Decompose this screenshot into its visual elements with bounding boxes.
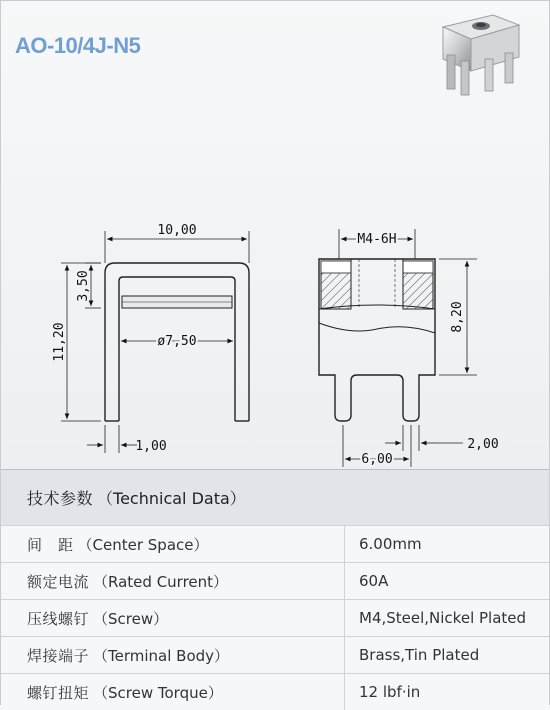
product-title: AO-10/4J-N5 <box>15 33 140 59</box>
row-label-en: （Screw） <box>93 610 168 628</box>
dim-pin-width: 2,00 <box>467 437 498 452</box>
row-value: 6.00mm <box>345 526 550 563</box>
spec-table-header <box>1 470 549 526</box>
dim-thickness: 1,00 <box>135 439 166 454</box>
table-row <box>1 637 549 674</box>
row-label-cn: 额定电流 <box>27 573 89 591</box>
row-label-cn: 压线螺钉 <box>27 610 89 628</box>
row-label-cn: 焊接端子 <box>27 647 89 665</box>
row-label-cn: 间 距 <box>27 536 74 554</box>
row-label-en: （Screw Torque） <box>93 684 223 702</box>
row-value: M4,Steel,Nickel Plated <box>345 600 550 637</box>
dim-center-space: 6,00 <box>361 452 392 467</box>
dim-width: 10,00 <box>157 223 196 238</box>
header-en: （Technical Data） <box>97 489 246 508</box>
row-label-en: （Center Space） <box>78 536 209 554</box>
table-row <box>1 600 549 637</box>
spec-table <box>1 469 549 710</box>
row-value: Brass,Tin Plated <box>345 637 550 674</box>
dim-side-height: 8,20 <box>450 301 465 332</box>
dim-hole-diameter: ø7,50 <box>157 334 196 349</box>
table-row <box>1 526 549 563</box>
row-label-en: （Rated Current） <box>93 573 228 591</box>
row-label-en: （Terminal Body） <box>93 647 229 665</box>
table-row <box>1 563 549 600</box>
row-label-cn: 螺钉扭矩 <box>27 684 89 702</box>
dim-thread: M4-6H <box>357 232 396 247</box>
technical-drawing <box>1 1 550 471</box>
row-value: 12 lbf·in <box>345 674 550 710</box>
front-dimension-lines <box>61 231 249 453</box>
row-value: 60A <box>345 563 550 600</box>
side-view <box>319 259 435 421</box>
dim-top-height: 3,50 <box>76 270 91 301</box>
header-cn: 技术参数 <box>27 489 93 508</box>
dim-overall-height: 11,20 <box>52 322 67 361</box>
